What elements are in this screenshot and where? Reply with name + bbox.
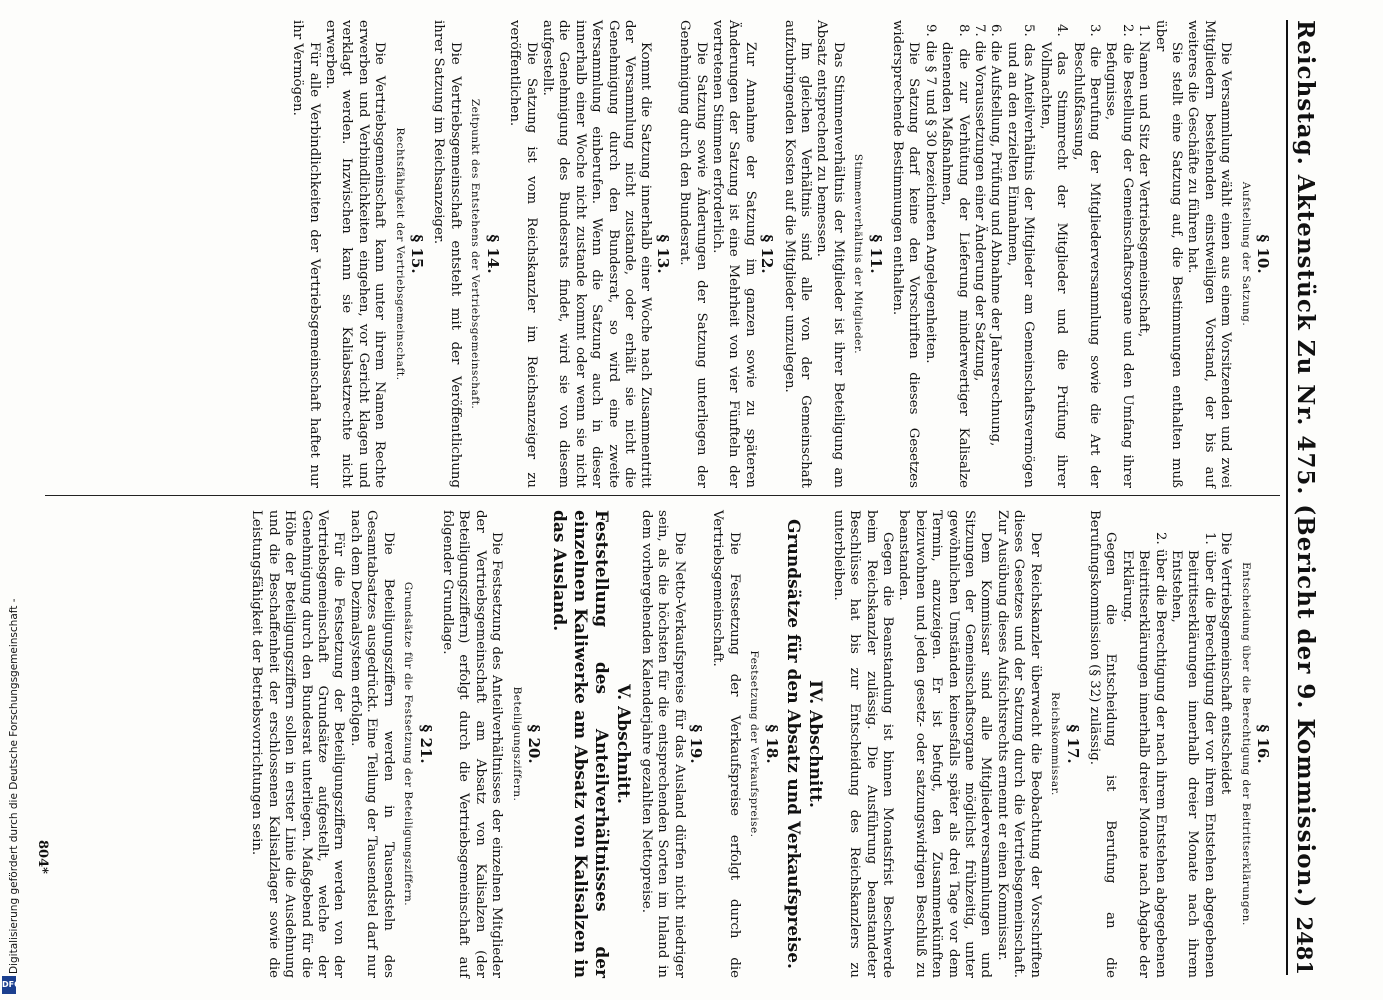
list-item: 4. das Stimmrecht der Mitglieder und die Prüfung ihrer Vollmachten,: [1037, 24, 1070, 488]
section-number: § 17.: [1063, 724, 1082, 764]
dfg-logo-icon: DFG: [2, 976, 16, 994]
left-column: [289, 20, 1276, 488]
section-number: § 18.: [762, 724, 781, 764]
section-caption: Zeitpunkt des Entstehens der Vertriebsgemeinschaft.: [469, 98, 482, 410]
paragraph: Zur Annahme der Satzung im ganzen sowie zu späteren Änderungen der Satzung ist eine Mehrheit von vier Fünfteln der vertretenen Stimmen erforderlich.: [710, 20, 758, 488]
list-item: 2. die Bestellung der Gemeinschaftsorgane und den Umfang ihrer Befugnisse,: [1103, 24, 1135, 488]
section-caption: Rechtsfähigkeit der Vertriebsgemeinschaft.: [393, 127, 406, 381]
footer-page-number: 804*: [35, 840, 50, 874]
paragraph: Die Beteiligungsziffern werden in Tausendsteln des Gesamtabsatzes ausgedrückt. Eine Teilung der Tausendstel darf nur nach dem Dezimalsystem erfolgen.: [347, 510, 396, 978]
paragraph: Sie stellt eine Satzung auf, die Bestimmungen enthalten muß über: [1152, 20, 1184, 488]
section-caption: Festsetzung der Verkaufspreise.: [748, 650, 761, 838]
list-item: 2. über die Berechtigung der nach ihrem Entstehen abgegebenen Beitrittserklärungen innerhalb dreier Monate nach Abgabe der Erklärung.: [1119, 532, 1168, 978]
paragraph: Im gleichen Verhältnis sind alle von der Gemeinschaft aufzubringenden Kosten auf die Mitglieder umzulegen.: [781, 20, 814, 488]
header-title: Reichstag. Aktenstück Zu Nr. 475. (Bericht der 9. Kommission.): [1292, 20, 1319, 909]
chapter-title: Grundsätze für den Absatz und Verkaufspreise.: [783, 519, 804, 969]
section-number: § 16.: [1254, 724, 1272, 764]
paragraph: Dem Kommissar sind alle Mitgliederversammlungen und Sitzungen der Gemeinschaftsorgane möglichst frühzeitig, unter gewöhnlichen Umständen keinesfalls später als drei Tage vor dem Termin, anzuzeigen. Er ist befugt, den Zusammenkünften beizuwohnen und jeden gesetz- oder satzungswidrigen Beschluß zu beanstanden.: [896, 510, 994, 978]
list-item: 8. die zur Verhütung der Lieferung minderwertiger Kalisalze dienenden Maßnahmen,: [939, 24, 971, 488]
paragraph: Gegen die Beanstandung ist binnen Monatsfrist Beschwerde beim Reichskanzler zulässig. Die Ausführung beanstandeter Beschlüsse hat bis zur Entscheidung des Reichskanzlers zu unterbleiben.: [830, 510, 896, 978]
section-caption: Entscheidung über die Berechtigung der Beitrittserklärungen.: [1239, 562, 1252, 926]
paragraph: Die Satzung darf keine den Vorschriften dieses Gesetzes widersprechende Bestimmungen enthalten.: [890, 20, 922, 488]
section-number: § 20.: [524, 724, 543, 764]
paragraph: Für alle Verbindlichkeiten der Vertriebsgemeinschaft haftet nur ihr Vermögen.: [290, 20, 322, 488]
list-item: 1. über die Berechtigung der vor ihrem Entstehen abgegebenen Beitrittserklärungen innerhalb dreier Monate nach ihrem Entstehen,: [1168, 532, 1217, 978]
section-caption: Aufstellung der Satzung.: [1239, 181, 1252, 327]
paragraph: Die Satzung ist vom Reichskanzler im Reichsanzeiger zu veröffentlichen.: [507, 20, 539, 488]
paragraph: Die Festsetzung der Verkaufspreise erfolgt durch die Vertriebsgemeinschaft.: [710, 510, 742, 978]
section-number: § 15.: [408, 234, 427, 274]
paragraph: Die Vertriebsgemeinschaft entsteht mit der Veröffentlichung ihrer Satzung im Reichsanzeiger.: [431, 20, 463, 488]
chapter-title: Feststellung des Anteilverhältnisses der einzelnen Kaliwerke am Absatz von Kalisalzen in das Ausland.: [548, 510, 611, 978]
paragraph: Die Netto-Verkaufspreise für das Ausland dürfen nicht niedriger sein, als die höchsten für die entsprechenden Sorten im Inland in dem vorhergehenden Kalenderjahre gezahlten Nettopreise.: [638, 510, 687, 978]
list-item: 7. die Voraussetzungen einer Änderung der Satzung,: [972, 24, 988, 382]
section-number: § 12.: [758, 234, 777, 274]
column-divider: [45, 495, 1280, 496]
section-caption: Stimmenverhältnis der Mitglieder.: [852, 153, 865, 355]
list-item: 3. die Berufung der Mitgliederversammlung sowie die Art der Beschlußfassung,: [1070, 24, 1102, 488]
section-caption: Grundsätze für die Festsetzung der Beteiligungsziffern.: [402, 581, 415, 907]
section-number: § 19.: [687, 724, 705, 764]
paragraph: Die Vertriebsgemeinschaft kann unter ihrem Namen Rechte erwerben und Verbindlichkeiten eingehen, vor Gericht klagen und verklagt werden. Inzwischen kann sie Kaliabsatzrechte nicht erwerben.: [323, 20, 388, 488]
chapter-label: IV. Abschnitt.: [805, 680, 826, 808]
paragraph: Die Versammlung wählt einen aus einem Vorsitzenden und zwei Mitgliedern bestehenden einstweiligen Vorstand, der bis auf weiteres die Geschäfte zu führen hat.: [1185, 20, 1234, 488]
section-number: § 14.: [483, 234, 502, 274]
list-item: 9. die § 7 und § 30 bezeichneten Angelegenheiten.: [922, 24, 938, 364]
list-item: 5. das Anteilverhältnis der Mitglieder am Gemeinschaftsvermögen und an den erzielten Einnahmen,: [1004, 24, 1037, 488]
page-header: [1286, 20, 1330, 975]
paragraph: Kommt die Satzung innerhalb einer Woche nach Zusammentritt der Versammlung nicht zustande, oder erhält sie nicht die Genehmigung durch den Bundesrat, so wird eine zweite Versammlung einberufen. Wenn die Satzung auch in dieser innerhalb einer Woche nicht zustande kommt oder wenn sie nicht die Genehmigung des Bundesrats findet, wird sie von diesem aufgestellt.: [539, 20, 654, 488]
section-caption: Reichskommissar.: [1049, 692, 1062, 796]
section-caption: Beteiligungsziffern.: [510, 686, 523, 802]
digitization-credit: [6, 600, 22, 995]
right-column: [248, 510, 1276, 978]
credit-text: Digitalisierung gefördert durch die Deutsche Forschungsgemeinschaft -: [8, 598, 20, 974]
list-item: 6. die Aufstellung, Prüfung und Abnahme der Jahresrechnung,: [988, 24, 1004, 447]
section-number: § 11.: [866, 234, 885, 274]
paragraph: Die Vertriebsgemeinschaft entscheidet: [1218, 532, 1234, 795]
paragraph: Die Satzung sowie Änderungen der Satzung unterliegen der Genehmigung durch den Bundesrat.: [677, 20, 709, 488]
header-page-number: 2481: [1292, 916, 1317, 975]
paragraph: Das Stimmenverhältnis der Mitglieder ist ihrer Beteiligung am Absatz entsprechend zu bemessen.: [814, 20, 846, 488]
paragraph: Die Festsetzung des Anteilverhältnisses der einzelnen Mitglieder der Vertriebsgemeinschaft am Absatz von Kalisalzen (der Beteiligungsziffern) erfolgt durch die Vertriebsgemeinschaft auf folgender Grundlage.: [439, 510, 505, 978]
section-number: § 13.: [653, 234, 672, 274]
section-number: § 10.: [1254, 234, 1272, 274]
list-item: 1. Namen und Sitz der Vertriebsgemeinschaft,: [1136, 24, 1152, 338]
paragraph: Gegen die Entscheidung ist Berufung an die Berufungskommission (§ 32) zulässig.: [1086, 510, 1119, 978]
chapter-label: V. Abschnitt.: [613, 684, 634, 804]
rotated-document-page: [35, 0, 1340, 1000]
paragraph: Der Reichskanzler überwacht die Beobachtung der Vorschriften dieses Gesetzes und der Satzung durch die Vertriebsgemeinschaft. Zur Ausübung dieses Aufsichtsrechts ernennt er einen Kommissar.: [994, 510, 1043, 978]
section-number: § 21.: [416, 724, 435, 764]
paragraph: Für die Festsetzung der Beteiligungsziffern werden von der Vertriebsgemeinschaft Grundsätze aufgestellt, welche der Genehmigung durch den Bundesrat unterliegen. Maßgebend für die Höhe der Beteiligungsziffern sollen in erster Linie die Ausdehnung und die Beschaffenheit der erschlossenen Kalisalzlager sowie die Leistungsfähigkeit der Betriebsvorrichtungen sein.: [249, 510, 347, 978]
